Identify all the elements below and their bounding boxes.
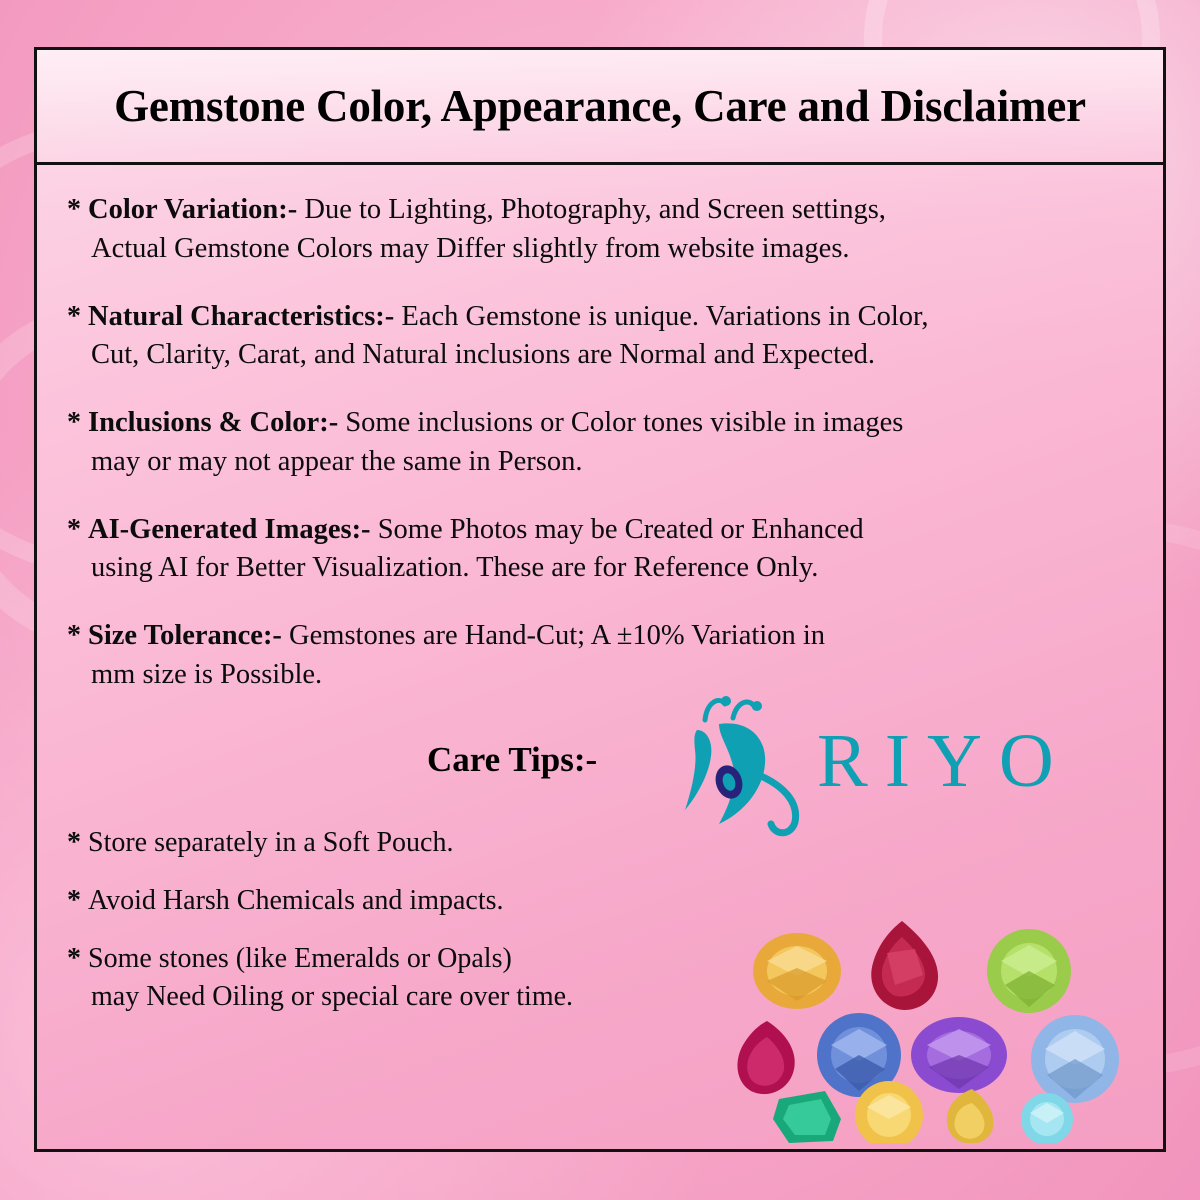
care-tips-row — [67, 718, 1137, 816]
disclaimer-item-color-variation — [67, 191, 1137, 269]
disclaimer-item-inclusions-color — [67, 404, 1137, 482]
item-text-line1: Some Photos may be Created or Enhanced — [370, 513, 864, 545]
item-text-line1: Each Gemstone is unique. Variations in Color, — [394, 300, 929, 332]
bullet-star: * — [67, 826, 81, 858]
item-text-line2: Actual Gemstone Colors may Differ slightly from website images. — [91, 232, 850, 264]
item-heading: Size Tolerance:- — [88, 620, 282, 651]
title-banner — [37, 50, 1163, 165]
item-text-line1: Due to Lighting, Photography, and Screen settings, — [297, 194, 886, 225]
care-item-oiling — [67, 940, 1137, 1016]
care-item-store-pouch — [67, 824, 1137, 862]
bullet-star: * — [67, 884, 81, 916]
care-instructions-list — [67, 824, 1137, 1016]
peacock-logo-icon — [667, 690, 827, 845]
disclaimer-item-size-tolerance — [67, 617, 1137, 695]
item-text-line2: mm size is Possible. — [91, 658, 323, 690]
care-tips-heading: Care Tips:- — [427, 739, 598, 779]
care-item-text-line2: may Need Oiling or special care over time. — [91, 980, 574, 1012]
item-heading: Color Variation:- — [88, 194, 298, 225]
card-body — [37, 165, 1163, 1016]
disclaimer-item-natural-characteristics — [67, 298, 1137, 376]
bullet-star: * — [67, 300, 81, 332]
bullet-star: * — [67, 194, 81, 225]
bullet-star: * — [67, 513, 81, 545]
brand-logo — [667, 690, 1166, 840]
item-heading: AI-Generated Images:- — [88, 513, 371, 545]
item-text-line2: may or may not appear the same in Person. — [91, 445, 583, 477]
care-item-text: Avoid Harsh Chemicals and impacts. — [88, 884, 504, 916]
brand-name: RIYO — [817, 718, 1071, 803]
item-text-line2: Cut, Clarity, Carat, and Natural inclusions are Normal and Expected. — [91, 339, 876, 371]
care-item-avoid-chemicals — [67, 882, 1137, 920]
care-item-text: Store separately in a Soft Pouch. — [88, 826, 454, 858]
disclaimer-item-ai-generated-images — [67, 511, 1137, 589]
item-heading: Inclusions & Color:- — [88, 407, 339, 438]
item-text-line2: using AI for Better Visualization. These are for Reference Only. — [91, 552, 819, 584]
item-text-line1: Gemstones are Hand-Cut; A ±10% Variation in — [281, 620, 825, 651]
care-item-text: Some stones (like Emeralds or Opals) — [88, 942, 512, 974]
item-heading: Natural Characteristics:- — [88, 300, 395, 332]
bullet-star: * — [67, 620, 81, 651]
bullet-star: * — [67, 407, 81, 438]
page-title: Gemstone Color, Appearance, Care and Disclaimer — [114, 81, 1086, 131]
disclaimer-card — [34, 47, 1166, 1152]
bullet-star: * — [67, 942, 81, 974]
item-text-line1: Some inclusions or Color tones visible in images — [338, 407, 904, 438]
